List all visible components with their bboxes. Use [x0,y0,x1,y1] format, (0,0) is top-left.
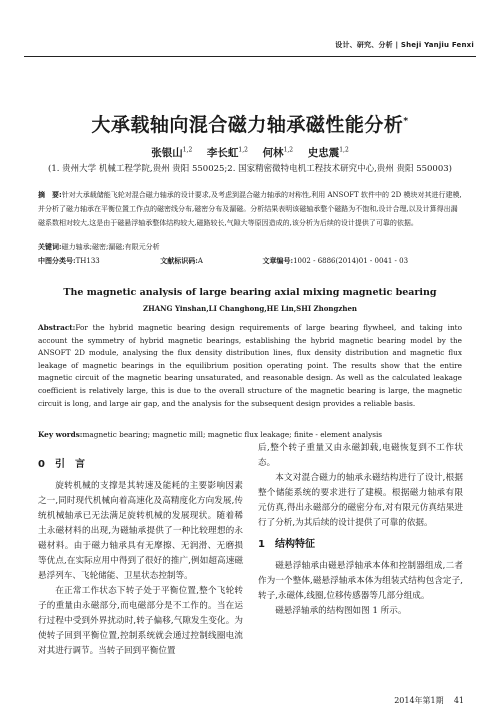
classification-line [38,256,462,266]
keywords-text: 磁力轴承;磁密;漏磁;有限元分析 [61,243,160,251]
body-column-right [258,441,463,619]
keywords-label: 关键词: [38,242,62,251]
abstract-label: 摘 要: [38,191,62,199]
clc-value: TH133 [75,257,100,265]
abstract-en [38,322,462,410]
section-heading-structure: 1 结构特征 [258,539,315,550]
paper-title-text: 大承载轴向混合磁力轴承磁性能分析 [91,114,404,136]
issue-label: 2014年第1期 [394,696,444,705]
header-rule [24,56,476,57]
doc-code-label: 文献标识码: [160,256,198,265]
body-column-left [38,451,243,659]
author-affil-mark: 1,2 [283,146,294,154]
section-heading-intro: 0 引 言 [38,459,85,470]
en-keywords-text: magnetic bearing; magnetic mill; magnetic flux leakage; finite - element analysis [82,430,383,439]
paper-title [0,110,500,137]
en-abstract-text: For the hybrid magnetic bearing design requirements of large bearing flywheel, and taking into account the symmetry of hybrid magnetic bearings, establishing the hybrid magnetic bearing model by the ANSOFT 2D module, analysing the flux density distribution lines, flux density distribution and magnetic flux leakage of magnetic bearings in the equilibrium position operating point. The results show that the entire magnetic circuit of the magnetic bearing unsaturated, and reasonable design. As well as the calculated leakage coefficient is relatively large, this is due to the overall structure of the magnetic bearing is large, the magnetic circuit is long, and large air gap, and the analysis for the subsequent design provides a reliable basis. [38,323,462,408]
author-name: 史忠震 [307,147,340,159]
page-footer [394,695,464,706]
abstract-text: 针对大承载储能飞轮对混合磁力轴承的设计要求,及考虑到混合磁力轴承的对称性,利用 ANSOFT 软件中的 2D 模块对其进行建模,并分析了磁力轴承在平衡位置工作点的磁密线分布,磁密分布及漏磁。分析结果表明该磁轴承整个磁路为不饱和,设计合理,以及计算得出漏磁系数相对较大,这是由于磁悬浮轴承整体结构较大,磁路较长,气隙大等原因造成的,该分析为后续的设计提供了可靠的依据。 [38,191,462,227]
abstract-cn [38,188,462,230]
paragraph: 磁悬浮轴承由磁悬浮轴承本体和控制器组成,二者作为一个整体,磁悬浮轴承本体为组装式结构包含定子,转子,永磁体,线圈,位移传感器等几部分组成。 [258,561,463,601]
en-keywords-label: Key words: [38,430,83,439]
keywords-en [38,430,462,439]
author-affil-mark: 1,2 [182,146,193,154]
author-name: 张银山 [151,147,183,159]
paragraph: 旋转机械的支撑是其转速及能耗的主要影响因素之一,同时现代机械向着高速化及高精度化方向发展,传统机械轴承已无法满足旋转机械的发展现状。随着稀土永磁材料的出现,为磁轴承提供了一种比较理想的永磁材料。由于磁力轴承具有无摩擦、无润滑、无磨损等优点,在实际应用中得到了很好的推广,例如超高速磁悬浮列车、飞轮储能、卫星状态控制等。 [38,481,243,581]
paragraph: 后,整个转子重量又由永磁卸载,电磁恢复到不工作状态。 [258,443,463,468]
author-affil-mark: 1,2 [238,146,248,154]
page-number: 41 [453,696,464,705]
keywords-cn [38,242,462,252]
paragraph: 磁悬浮轴承的结构图如图 1 所示。 [275,606,407,616]
english-title: The magnetic analysis of large bearing axial mixing magnetic bearing [63,287,437,298]
author-name: 何林 [262,147,284,159]
author-list [0,145,500,160]
doc-code-value: A [197,257,203,265]
article-no-value: 1002 - 6886(2014)01 - 0041 - 03 [293,257,409,265]
en-abstract-label: Abstract: [38,323,76,332]
english-authors: ZHANG Yinshan,LI Changhong,HE Lin,SHI Zhongzhen [142,304,357,313]
affiliation: (1. 贵州大学 机械工程学院,贵州 贵阳 550025;2. 国家精密微特电机工程技术研究中心,贵州 贵阳 550003) [48,164,452,174]
author-name: 李长虹 [206,147,239,159]
article-no-label: 文章编号: [262,256,294,265]
paragraph: 本文对混合磁力的轴承永磁结构进行了设计,根据整个储能系统的要求进行了建模。根据磁力轴承有限元仿真,得出永磁部分的磁密分布,对有限元仿真结果进行了分析,为其后续的设计提供了可靠的依据。 [258,473,463,528]
clc-label: 中图分类号: [38,256,76,265]
paragraph: 在正常工作状态下转子处于平衡位置,整个飞轮转子的重量由永磁部分,而电磁部分是不工作的。当在运行过程中受到外界扰动时,转子偏移,气隙发生变化。为使转子回到平衡位置,控制系统就会通过控制线圈电流对其进行调节。当转子回到平衡位置 [38,586,243,656]
title-footnote-mark: * [403,116,409,127]
running-header: 设计、研究、分析 | Sheji Yanjiu Fenxi [335,41,474,49]
author-affil-mark: 1,2 [339,146,349,154]
